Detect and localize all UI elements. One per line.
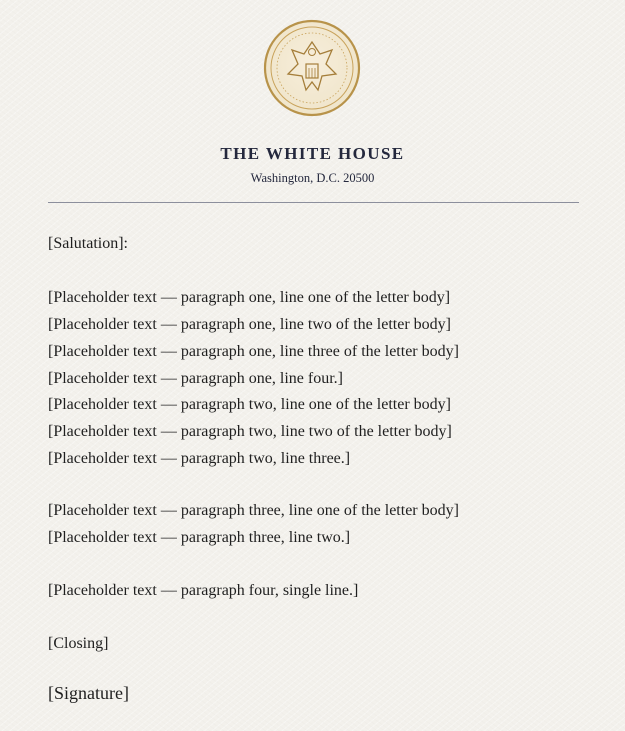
- letterhead-address: Washington, D.C. 20500: [250, 171, 375, 185]
- paragraph-line: [Placeholder text — paragraph one, line three of the letter body]: [48, 343, 459, 360]
- body-paragraph-3: [48, 497, 459, 551]
- paragraph-line: [Placeholder text — paragraph one, line one of the letter body]: [48, 289, 451, 306]
- paragraph-line: [Placeholder text — paragraph one, line four.]: [48, 370, 343, 387]
- presidential-seal-icon: [262, 12, 362, 124]
- paragraph-line: [Placeholder text — paragraph two, line two of the letter body]: [48, 423, 452, 440]
- letterhead-divider: [48, 202, 579, 203]
- paragraph-line: [Placeholder text — paragraph three, line one of the letter body]: [48, 502, 459, 519]
- body-paragraph-2: [48, 391, 452, 472]
- paragraph-line: [Placeholder text — paragraph two, line three.]: [48, 450, 351, 467]
- paragraph-line: [Placeholder text — paragraph two, line one of the letter body]: [48, 396, 451, 413]
- paragraph-line: [Placeholder text — paragraph four, single line.]: [48, 582, 359, 599]
- paragraph-line: [Placeholder text — paragraph three, line two.]: [48, 529, 351, 546]
- salutation: [Salutation]:: [48, 235, 128, 252]
- paragraph-line: [Placeholder text — paragraph one, line two of the letter body]: [48, 316, 451, 333]
- signature: [Signature]: [48, 683, 129, 703]
- body-paragraph-1: [48, 284, 459, 392]
- body-paragraph-4: [48, 577, 358, 604]
- letterhead-title: THE WHITE HOUSE: [220, 144, 405, 163]
- closing: [Closing]: [48, 635, 109, 652]
